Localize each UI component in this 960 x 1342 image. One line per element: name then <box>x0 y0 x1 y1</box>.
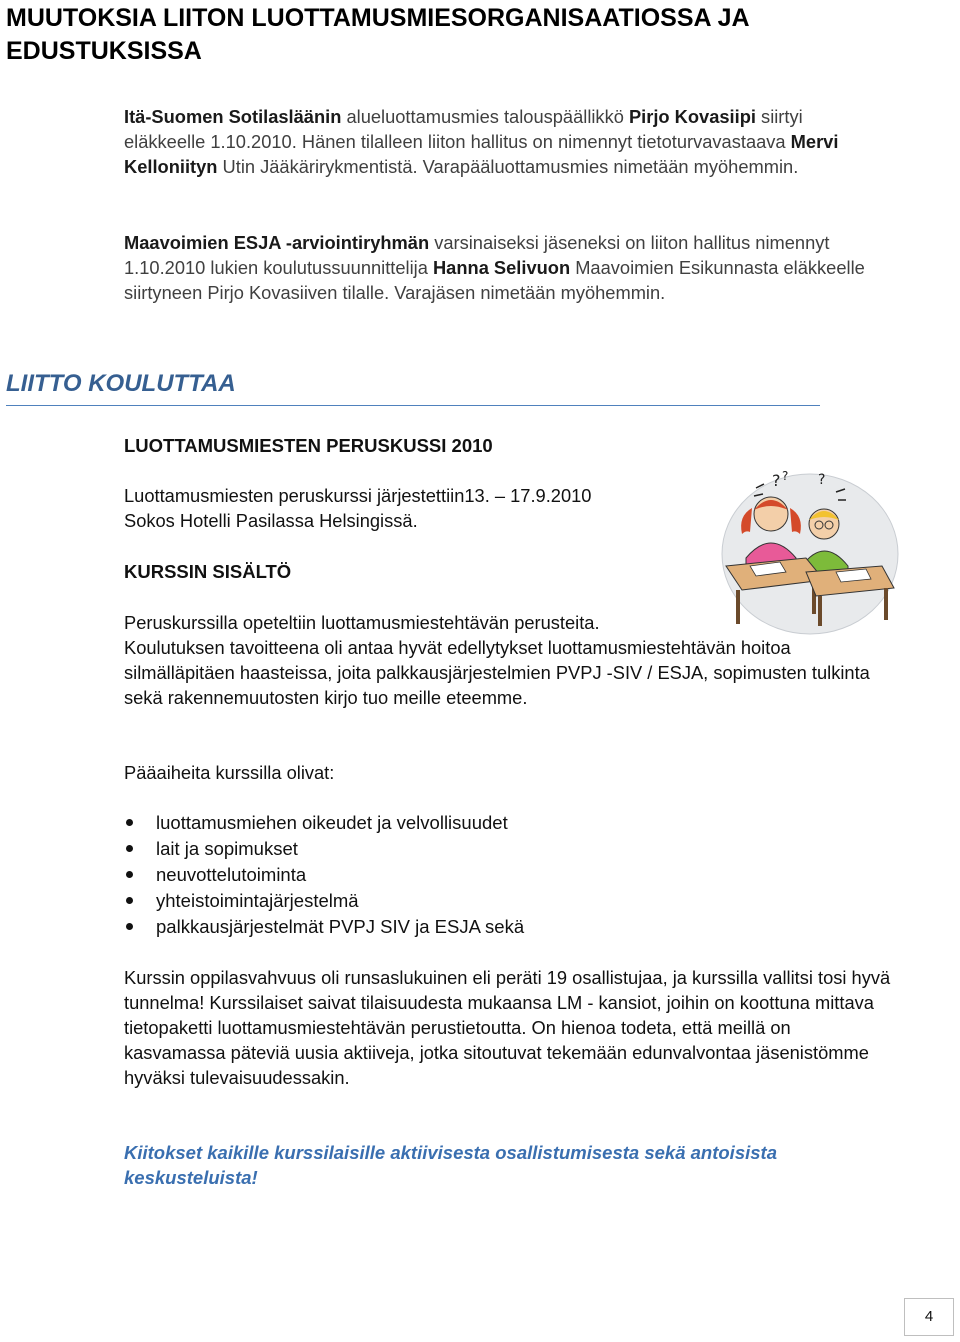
paragraph-esja-group <box>124 230 884 305</box>
page-number: 4 <box>904 1298 954 1336</box>
bold-name-kelloniitty: Mervi Kelloniityn <box>124 131 839 177</box>
list-item <box>124 810 524 836</box>
list-item-text: neuvottelutoiminta <box>156 864 307 885</box>
course-location: Sokos Hotelli Pasilassa Helsingissä. <box>124 510 418 531</box>
list-item-text: lait ja sopimukset <box>156 838 298 859</box>
list-item <box>124 914 524 940</box>
text: varsinaiseksi jäseneksi on liiton hallitus nimennyt 1.10.2010 lukien koulutussuunnittelija <box>124 232 830 278</box>
text: siirtyi eläkkeelle 1.10.2010. Hänen tilalleen liiton hallitus on nimennyt tietoturvavastaava <box>124 106 803 152</box>
summary-paragraph: Kurssin oppilasvahvuus oli runsaslukuinen eli peräti 19 osallistujaa, ja kurssilla vallitsi tosi hyvä tunnelma! Kurssilaiset saivat tilaisuudesta mukaansa LM - kansiot, joihin on koottuna mittava tietopaketti luottamusmiestehtävän perustietoutta. On hienoa todeta, että meillä on kasvamassa päteviä uusia aktiiveja, jotka sitoutuvat tekemään edunvalvontaa jäsenistömme hyväksi tulevaisuudessakin. <box>124 967 891 1088</box>
course-dates: Luottamusmiesten peruskurssi järjestettiin13. – 17.9.2010 <box>124 485 592 506</box>
list-item-text: luottamusmiehen oikeudet ja velvollisuudet <box>156 812 508 833</box>
text: Utin Jääkärirykmentistä. Varapääluottamusmies nimetään myöhemmin. <box>217 156 799 177</box>
paragraph-pm-change <box>124 104 884 179</box>
course-info <box>124 483 704 533</box>
list-item <box>124 888 524 914</box>
bullet-icon <box>126 871 133 878</box>
text: alueluottamusmies talouspäällikkö <box>341 106 629 127</box>
students-illustration <box>716 462 904 640</box>
bullet-icon <box>126 923 133 930</box>
text: Maavoimien Esikunnasta eläkkeelle siirtyneen Pirjo Kovasiiven tilalle. Varajäsen nimetään myöhemmin. <box>124 257 865 303</box>
content-intro: Peruskurssilla opeteltiin luottamusmiestehtävän perusteita. <box>124 612 600 633</box>
section-title: LIITTO KOULUTTAA <box>6 370 236 397</box>
list-item-text: palkkausjärjestelmät PVPJ SIV ja ESJA sekä <box>156 916 525 937</box>
bullet-icon <box>126 897 133 904</box>
course-heading: LUOTTAMUSMIESTEN PERUSKUSSI 2010 <box>124 435 493 456</box>
content-heading: KURSSIN SISÄLTÖ <box>124 561 292 582</box>
page-title: MUUTOKSIA LIITON LUOTTAMUSMIESORGANISAATIOSSA JA EDUSTUKSISSA <box>6 4 749 65</box>
topics-intro: Pääaiheita kurssilla olivat: <box>124 762 335 783</box>
list-item-text: yhteistoimintajärjestelmä <box>156 890 359 911</box>
bold-group-name: Maavoimien ESJA -arviointiryhmän <box>124 232 430 253</box>
topics-list <box>124 810 524 940</box>
bullet-icon <box>126 819 133 826</box>
thanks-note: Kiitokset kaikille kurssilaisille aktiivisesta osallistumisesta sekä antoisista keskusteluista! <box>124 1142 777 1188</box>
bullet-icon <box>126 845 133 852</box>
svg-text:?: ? <box>782 469 789 483</box>
list-item <box>124 862 524 888</box>
bold-region: Itä-Suomen Sotilasläänin <box>124 106 342 127</box>
content-paragraph: Koulutuksen tavoitteena oli antaa hyvät edellytykset luottamusmiestehtävän hoitoa silmälläpitäen haasteissa, joita palkkausjärjestelmien PVPJ -SIV / ESJA, sopimusten tulkinta sekä rakennemuutosten kirjo tuo meille eteemme. <box>124 637 870 708</box>
list-item <box>124 836 524 862</box>
bold-name-kovasiipi: Pirjo Kovasiipi <box>628 106 756 127</box>
bold-name-selivuo: Hanna Selivuon <box>432 257 571 278</box>
svg-text:?: ? <box>818 472 826 488</box>
section-divider <box>6 405 820 406</box>
svg-text:?: ? <box>772 471 781 490</box>
